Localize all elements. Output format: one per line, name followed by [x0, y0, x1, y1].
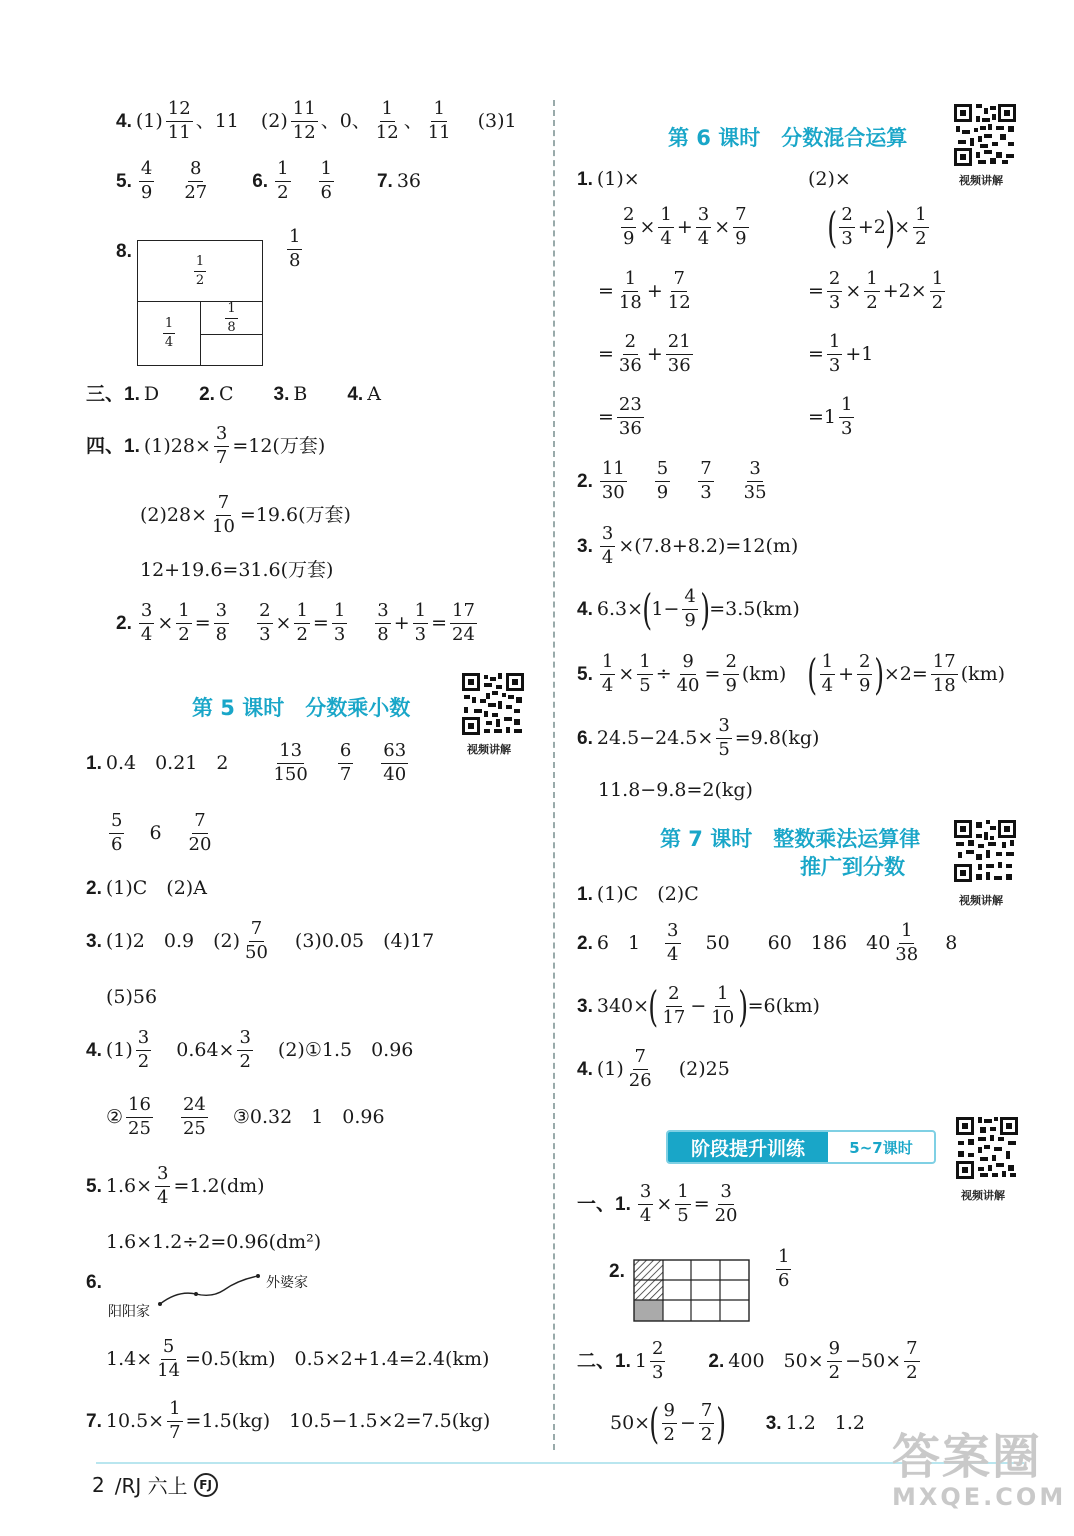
answer-4: 4. (1) 12 11 、11 (2) 11 12 、0、 1 12 、 1 11 (3)1	[116, 98, 517, 143]
lesson-7-heading-2: 推广到分数	[800, 855, 905, 879]
l6-answer-6: 6. 24.5−24.5× $\frac{3}{5}$ =9.8(kg)	[577, 715, 820, 760]
fraction: 1 8	[289, 226, 301, 271]
fraction: 1 6	[320, 158, 332, 203]
stage-section-2-cont: 50× ( 9 2 − $\frac{7}{2}$ ) 3. 1.2 1.2	[610, 1398, 866, 1448]
fraction-diagram	[137, 240, 263, 366]
qr-label: 视频讲解	[467, 743, 511, 756]
label-yangyang-home: 阳阳家	[108, 1304, 150, 1320]
fraction: 11 12	[292, 98, 316, 143]
answer-5-6-7: 5. 4 9 8 27 6. 1 2 1 6 7. 36	[116, 158, 422, 203]
l5-answer-3: 3. (1)2 0.9 (2) 7 50 (3)0.05 (4)17	[86, 918, 435, 963]
stage-answer-2-value: 1 6	[778, 1246, 790, 1291]
qr-label: 视频讲解	[961, 1189, 1005, 1202]
l5-answer-1: 1. 0.4 0.21 2 13 150 6 7 63 40	[86, 740, 407, 785]
fraction: 1 11	[427, 98, 451, 143]
l6-answer-3: 3. $\frac{3}{4}$ ×(7.8+8.2)=12(m)	[577, 523, 799, 568]
l6-step-b3: = $\frac{1}{3}$ +1	[808, 331, 874, 376]
l7-answer-2: 2. 6 1 3 4 50 60 186 40 1 38 8	[577, 920, 958, 965]
page-number: 2	[92, 1472, 105, 1497]
book-code: /RJ 六上	[114, 1474, 188, 1498]
stage-label: 阶段提升训练	[668, 1132, 828, 1162]
lesson-5-heading: 第 5 课时 分数乘小数	[192, 696, 411, 720]
fraction: 12 11	[167, 98, 191, 143]
fraction: 8 27	[184, 158, 208, 203]
section-3: 三、1. D 2. C 3. B 4. A	[86, 383, 381, 405]
l6-answer-1-head: 1. (1)×	[577, 168, 640, 190]
l6-answer-1-head-2: (2)×	[808, 168, 851, 190]
l5-answer-7: 7. 10.5× $\frac{1}{7}$ =1.5(kg) 10.5−1.5×2=7.5(kg)	[86, 1398, 491, 1443]
fraction: $\frac{3}{7}$	[215, 423, 228, 468]
l5-answer-5: 5. 1.6× $\frac{3}{4}$ =1.2(dm)	[86, 1163, 265, 1208]
fraction: $\frac{7}{10}$	[212, 492, 235, 537]
label-grandma-home: 外婆家	[266, 1275, 308, 1291]
qr-code-icon[interactable]	[952, 818, 1018, 884]
l7-answer-4: 4. (1) 7 26 (2)25	[577, 1046, 730, 1091]
page-footer	[92, 1470, 218, 1499]
stage-answer-1: 一、1. $\frac{3}{4}$ × $\frac{1}{5}$ = $\frac{3}{20}$	[577, 1181, 738, 1226]
section-4-line-2: (2)28× $\frac{7}{10}$ =19.6(万套)	[140, 492, 351, 537]
l5-answer-3-cont: (5)56	[106, 986, 158, 1008]
qr-code-icon[interactable]	[952, 102, 1018, 168]
qr-code-icon[interactable]	[460, 671, 526, 737]
l6-step-b1: ( 2 3 +2 ) × $\frac{1}{2}$	[827, 202, 927, 252]
l5-answer-4: 4. (1) 3 2 0.64× $\frac{3}{2}$ (2)①1.5 0.96	[86, 1027, 414, 1072]
answer-8-number: 8.	[116, 241, 132, 262]
l6-answer-2: 2. 11 30 5 9 7 3 3 35	[577, 458, 767, 503]
lesson-7-heading: 第 7 课时 整数乘法运算律	[660, 827, 921, 851]
l6-step-a3: = $\frac{2}{36}$ + $\frac{21}{36}$	[598, 331, 691, 376]
l7-answer-3: 3. 340× ( 2 17 − $\frac{1}{10}$ ) =6(km)	[577, 981, 820, 1031]
cell-eighth: 1 8	[227, 300, 236, 335]
watermark-bottom: MXQE.COM	[892, 1483, 1067, 1511]
l6-answer-5: 5. $\frac{1}{4}$ × $\frac{1}{5}$ ÷ $\frac{9}{40}$ = $\frac{2}{9}$ (km) ( 1 4 + $\frac{2}{9}$ ) ×2= $\frac{17}{18}$ (km)	[577, 649, 1006, 699]
section-4-line-3: 12+19.6=31.6(万套)	[140, 559, 334, 581]
stage-section-2: 二、1. 1 2 3 2. 400 50× $\frac{9}{2}$ −50× $\frac{7}{2}$	[577, 1338, 918, 1383]
qr-label: 视频讲解	[959, 894, 1003, 907]
watermark-top: 答案圈	[892, 1429, 1043, 1485]
l5-answer-6: 6.	[86, 1272, 102, 1293]
l5-answer-2: 2. (1)C (2)A	[86, 877, 207, 899]
l5-answer-5-cont: 1.6×1.2÷2=0.96(dm²)	[106, 1231, 322, 1253]
l7-answer-1: 1. (1)C (2)C	[577, 883, 699, 905]
route-diagram	[150, 1268, 270, 1310]
grid-diagram	[633, 1259, 750, 1322]
l6-step-a4: = $\frac{23}{36}$	[598, 394, 642, 439]
l6-step-a1: $\frac{2}{9}$ × $\frac{1}{4}$ + $\frac{3}{4}$ × $\frac{7}{9}$	[623, 204, 747, 249]
edition-badge-icon: FJ	[194, 1473, 218, 1497]
cell-quarter: 1 4	[164, 316, 174, 350]
section-4-q2: 2. $\frac{3}{4}$ × $\frac{1}{2}$ = $\frac{3}{8}$ $\frac{2}{3}$ × $\frac{1}{2}$ = $\frac{1}{3}$ 3 8 + $\frac{1}{3}$ = $\frac{17}{24}$	[116, 600, 475, 645]
l5-answer-6-calc: 1.4× $\frac{5}{14}$ =0.5(km) 0.5×2+1.4=2.4(km)	[106, 1336, 490, 1381]
stage-answer-2-number: 2.	[609, 1261, 625, 1282]
l6-step-b2: = $\frac{2}{3}$ × $\frac{1}{2}$ +2× $\frac{1}{2}$	[808, 268, 944, 313]
footer-rule	[96, 1462, 1024, 1464]
l6-step-b4: =1 1 3	[808, 394, 853, 439]
answer-8-value	[284, 228, 305, 271]
stage-training-banner	[666, 1130, 936, 1164]
l5-answer-1-cont: 5 6 6 7 20	[111, 810, 212, 855]
l5-answer-4-cont: ② 16 25 24 25 ③0.32 1 0.96	[106, 1094, 385, 1139]
qr-code-icon[interactable]	[954, 1115, 1020, 1181]
column-divider	[553, 100, 555, 1450]
section-4-line-1: 四、1. (1)28× $\frac{3}{7}$ =12(万套)	[86, 423, 326, 468]
stage-range: 5~7课时	[849, 1138, 913, 1157]
watermark	[892, 1418, 1066, 1511]
cell-half: 1 2	[195, 253, 205, 288]
fraction: 1 2	[277, 158, 289, 203]
l6-answer-4: 4. 6.3× ( 1− $\frac{4}{9}$ ) =3.5(km)	[577, 584, 800, 634]
lesson-6-heading: 第 6 课时 分数混合运算	[668, 126, 908, 150]
l6-answer-6-cont: 11.8−9.8=2(kg)	[598, 779, 753, 801]
fraction: 4 9	[140, 158, 153, 203]
fraction: 1 12	[375, 98, 399, 143]
qr-label: 视频讲解	[959, 174, 1003, 187]
l6-step-a2: = $\frac{1}{18}$ + $\frac{7}{12}$	[598, 268, 691, 313]
